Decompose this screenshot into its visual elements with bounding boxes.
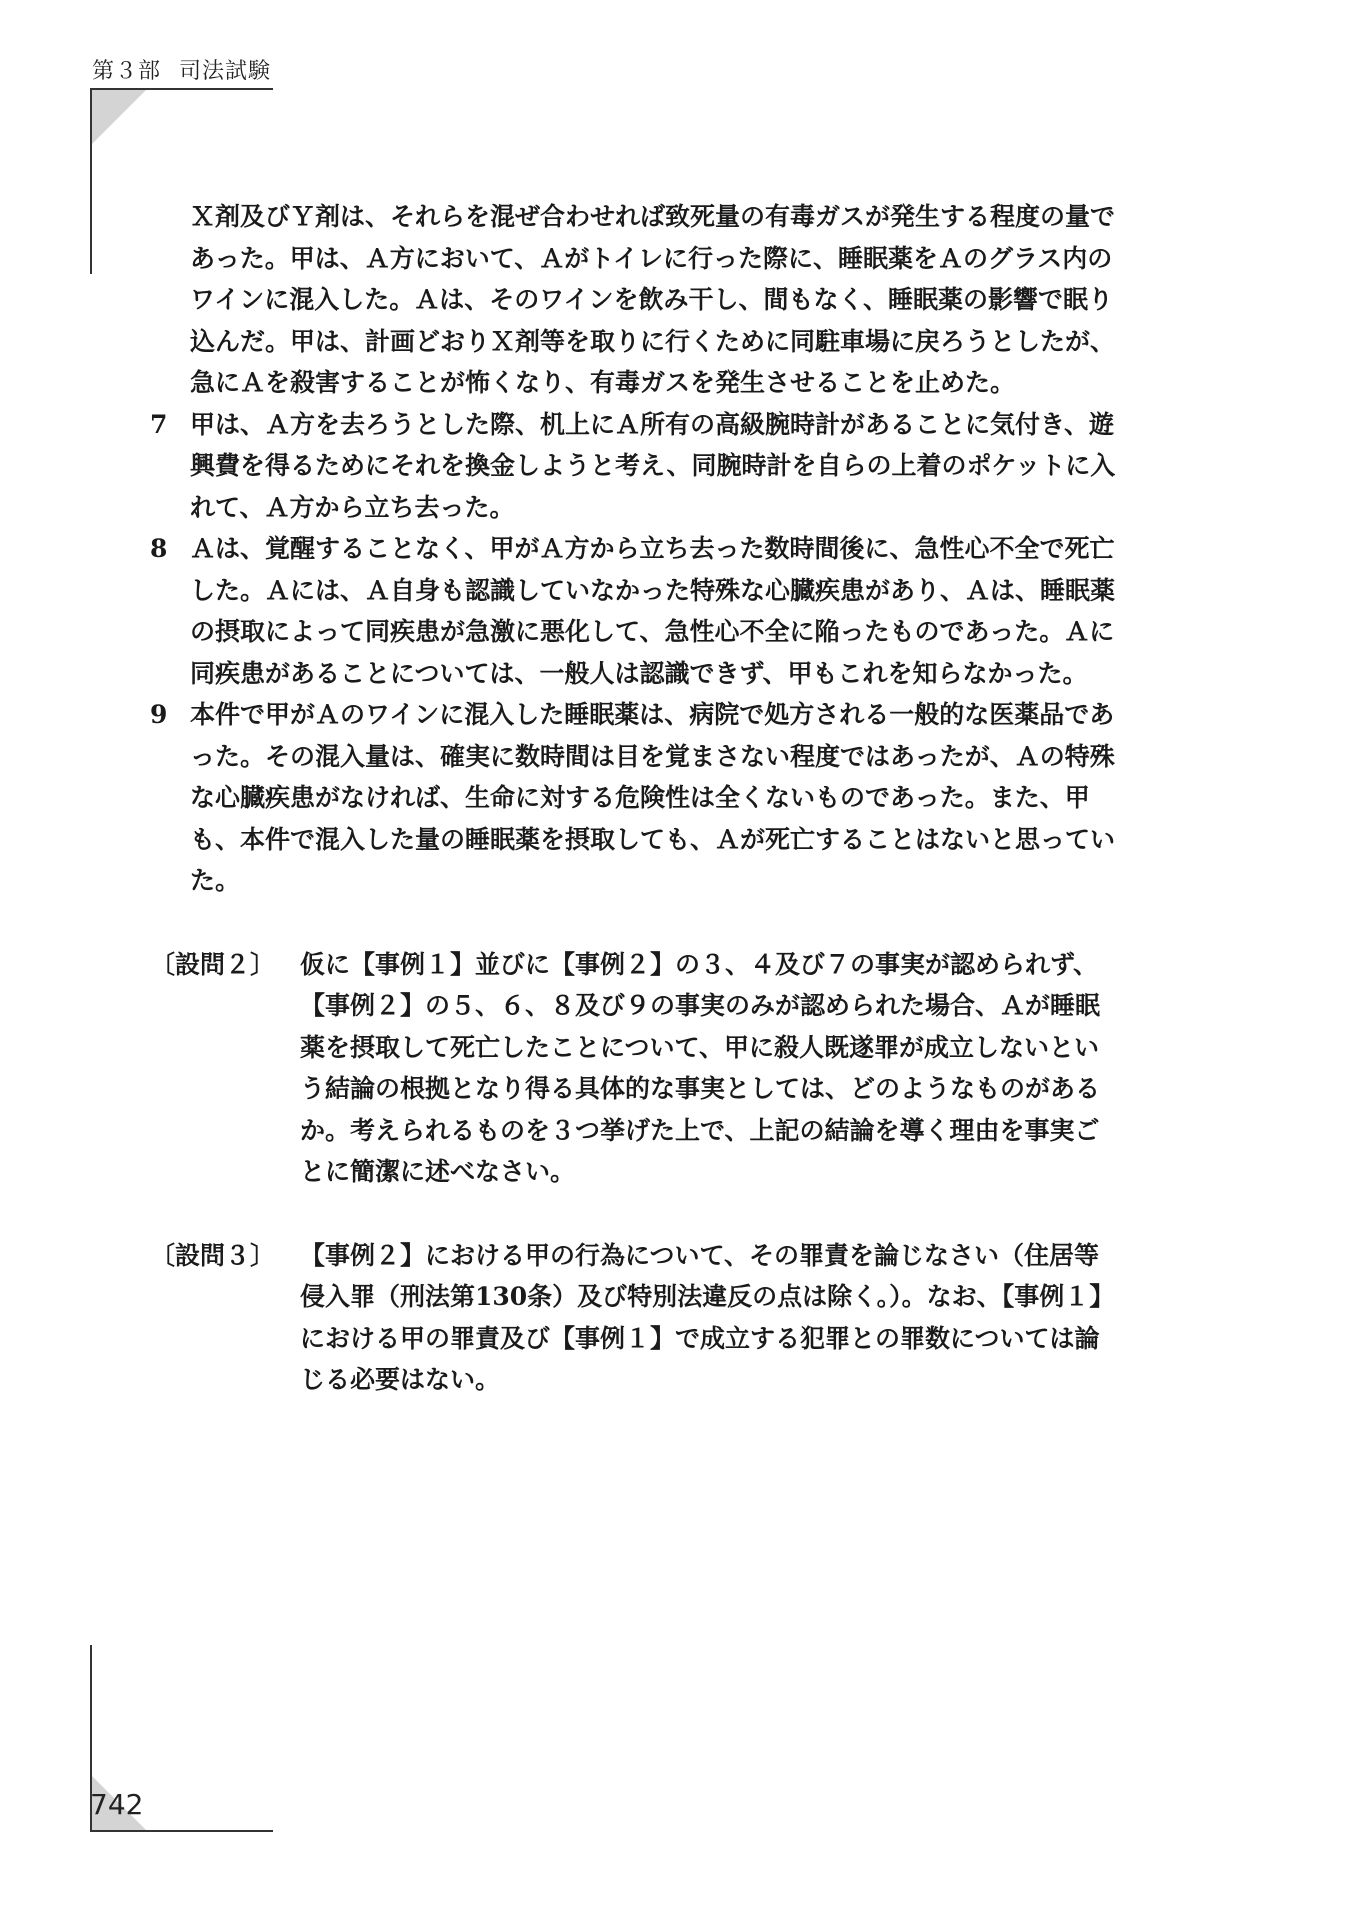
header-part: 第３部 bbox=[92, 59, 162, 84]
question-label: 〔設問２〕 bbox=[150, 949, 276, 979]
item-text: 本件で甲がＡのワインに混入した睡眠薬は、病院で処方される一般的な医薬品であった。その混入量は、確実に数時間は目を覚まさない程度ではあったが、Ａの特殊な心臓疾患がなければ、生命に対する危険性は全くないものであった。また、甲も、本件で混入した量の睡眠薬を摂取しても、Ａが死亡することはないと思っていた。 bbox=[190, 700, 1116, 895]
page-number: 742 bbox=[90, 1788, 144, 1821]
item-number: 9 bbox=[150, 700, 168, 729]
item-number: 8 bbox=[150, 534, 168, 563]
page-body bbox=[150, 196, 1120, 1401]
question-text: 【事例２】における甲の行為について、その罪責を論じなさい（住居等侵入罪（刑法第130条）及び特別法違反の点は除く。）。なお、【事例１】における甲の罪責及び【事例１】で成立する犯罪との罪数については論じる必要はない。 bbox=[300, 1240, 1115, 1394]
header-title: 司法試験 bbox=[179, 59, 272, 84]
question-2 bbox=[150, 944, 1120, 1193]
item-number: 7 bbox=[150, 409, 168, 439]
list-item bbox=[150, 404, 1120, 529]
header-corner-triangle bbox=[92, 90, 146, 144]
continuation-paragraph: Ｘ剤及びＹ剤は、それらを混ぜ合わせれば致死量の有毒ガスが発生する程度の量であった。甲は、Ａ方において、Ａがトイレに行った際に、睡眠薬をＡのグラス内のワインに混入した。Ａは、そのワインを飲み干し、間もなく、睡眠薬の影響で眠り込んだ。甲は、計画どおりＸ剤等を取りに行くために同駐車場に戻ろうとしたが、急にＡを殺害することが怖くなり、有毒ガスを発生させることを止めた。 bbox=[190, 202, 1116, 397]
running-header bbox=[92, 54, 271, 85]
question-3 bbox=[150, 1235, 1120, 1401]
question-text: 仮に【事例１】並びに【事例２】の３、４及び７の事実が認められず、【事例２】の５、６、８及び９の事実のみが認められた場合、Ａが睡眠薬を摂取して死亡したことについて、甲に殺人既遂罪が成立しないという結論の根拠となり得る具体的な事実としては、どのようなものがあるか。考えられるものを３つ挙げた上で、上記の結論を導く理由を事実ごとに簡潔に述べなさい。 bbox=[300, 949, 1101, 1186]
footer-rule bbox=[90, 1830, 273, 1832]
list-item bbox=[150, 528, 1120, 694]
item-text: 甲は、Ａ方を去ろうとした際、机上にＡ所有の高級腕時計があることに気付き、遊興費を得るためにそれを換金しようと考え、同腕時計を自らの上着のポケットに入れて、Ａ方から立ち去った。 bbox=[190, 409, 1116, 522]
list-item bbox=[150, 694, 1120, 902]
question-label: 〔設問３〕 bbox=[150, 1240, 276, 1270]
item-text: Ａは、覚醒することなく、甲がＡ方から立ち去った数時間後に、急性心不全で死亡した。Ａには、Ａ自身も認識していなかった特殊な心臓疾患があり、Ａは、睡眠薬の摂取によって同疾患が急激に悪化して、急性心不全に陥ったものであった。Ａに同疾患があることについては、一般人は認識できず、甲もこれを知らなかった。 bbox=[190, 534, 1116, 688]
